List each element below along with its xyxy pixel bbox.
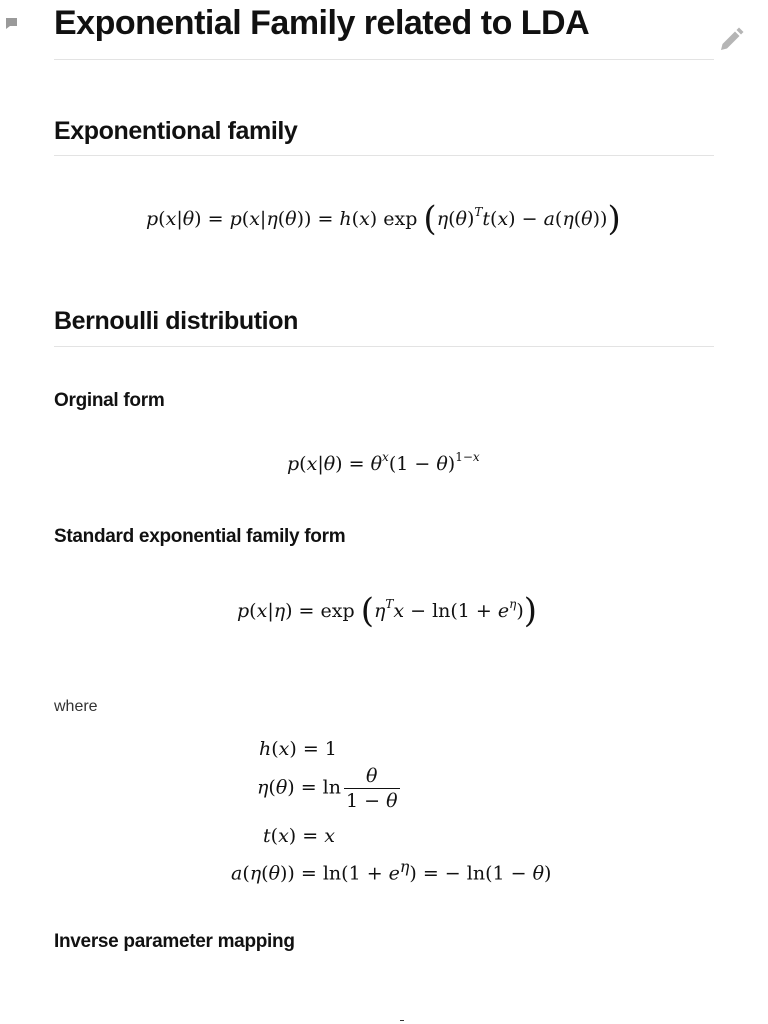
section-divider bbox=[54, 346, 714, 347]
subheading-inverse-mapping: Inverse parameter mapping bbox=[54, 931, 295, 952]
subheading-original-form: Orginal form bbox=[54, 390, 165, 411]
equation-t: t(x) = x bbox=[263, 825, 335, 847]
pencil-icon[interactable] bbox=[717, 26, 745, 54]
sidebar-handle-icon[interactable] bbox=[5, 17, 18, 30]
equation-eta: η(θ) = ln $\frac{\theta}{1 - \theta}$ bbox=[257, 765, 398, 812]
where-label: where bbox=[54, 698, 98, 715]
section-divider bbox=[54, 155, 714, 156]
equation-fragment bbox=[400, 1020, 404, 1021]
section-heading-exponential-family: Exponentional family bbox=[54, 117, 298, 145]
title-divider bbox=[54, 59, 714, 60]
page-title: Exponential Family related to LDA bbox=[54, 4, 590, 42]
equation-h: h(x) = 1 bbox=[259, 738, 337, 760]
equation-exponential-family: p(x|θ) = p(x|η(θ)) = h(x) $\exp (\eta(\theta)^Tt(x) - a(\eta(\theta)))$ bbox=[146, 199, 621, 239]
equation-bernoulli-standard: $p(x|\eta) = \exp (\eta^Tx - \ln(1 + e^\eta))$ bbox=[237, 591, 538, 631]
section-heading-bernoulli: Bernoulli distribution bbox=[54, 307, 298, 335]
equation-bernoulli-original: $p(x|\theta) = \theta^x(1 - \theta)^{1-x}$ bbox=[287, 450, 480, 475]
subheading-standard-form: Standard exponential family form bbox=[54, 526, 346, 547]
equation-a: $a(\eta(\theta)) = \ln(1 + e^\eta)$ = − ln(1 − θ) bbox=[231, 857, 552, 885]
